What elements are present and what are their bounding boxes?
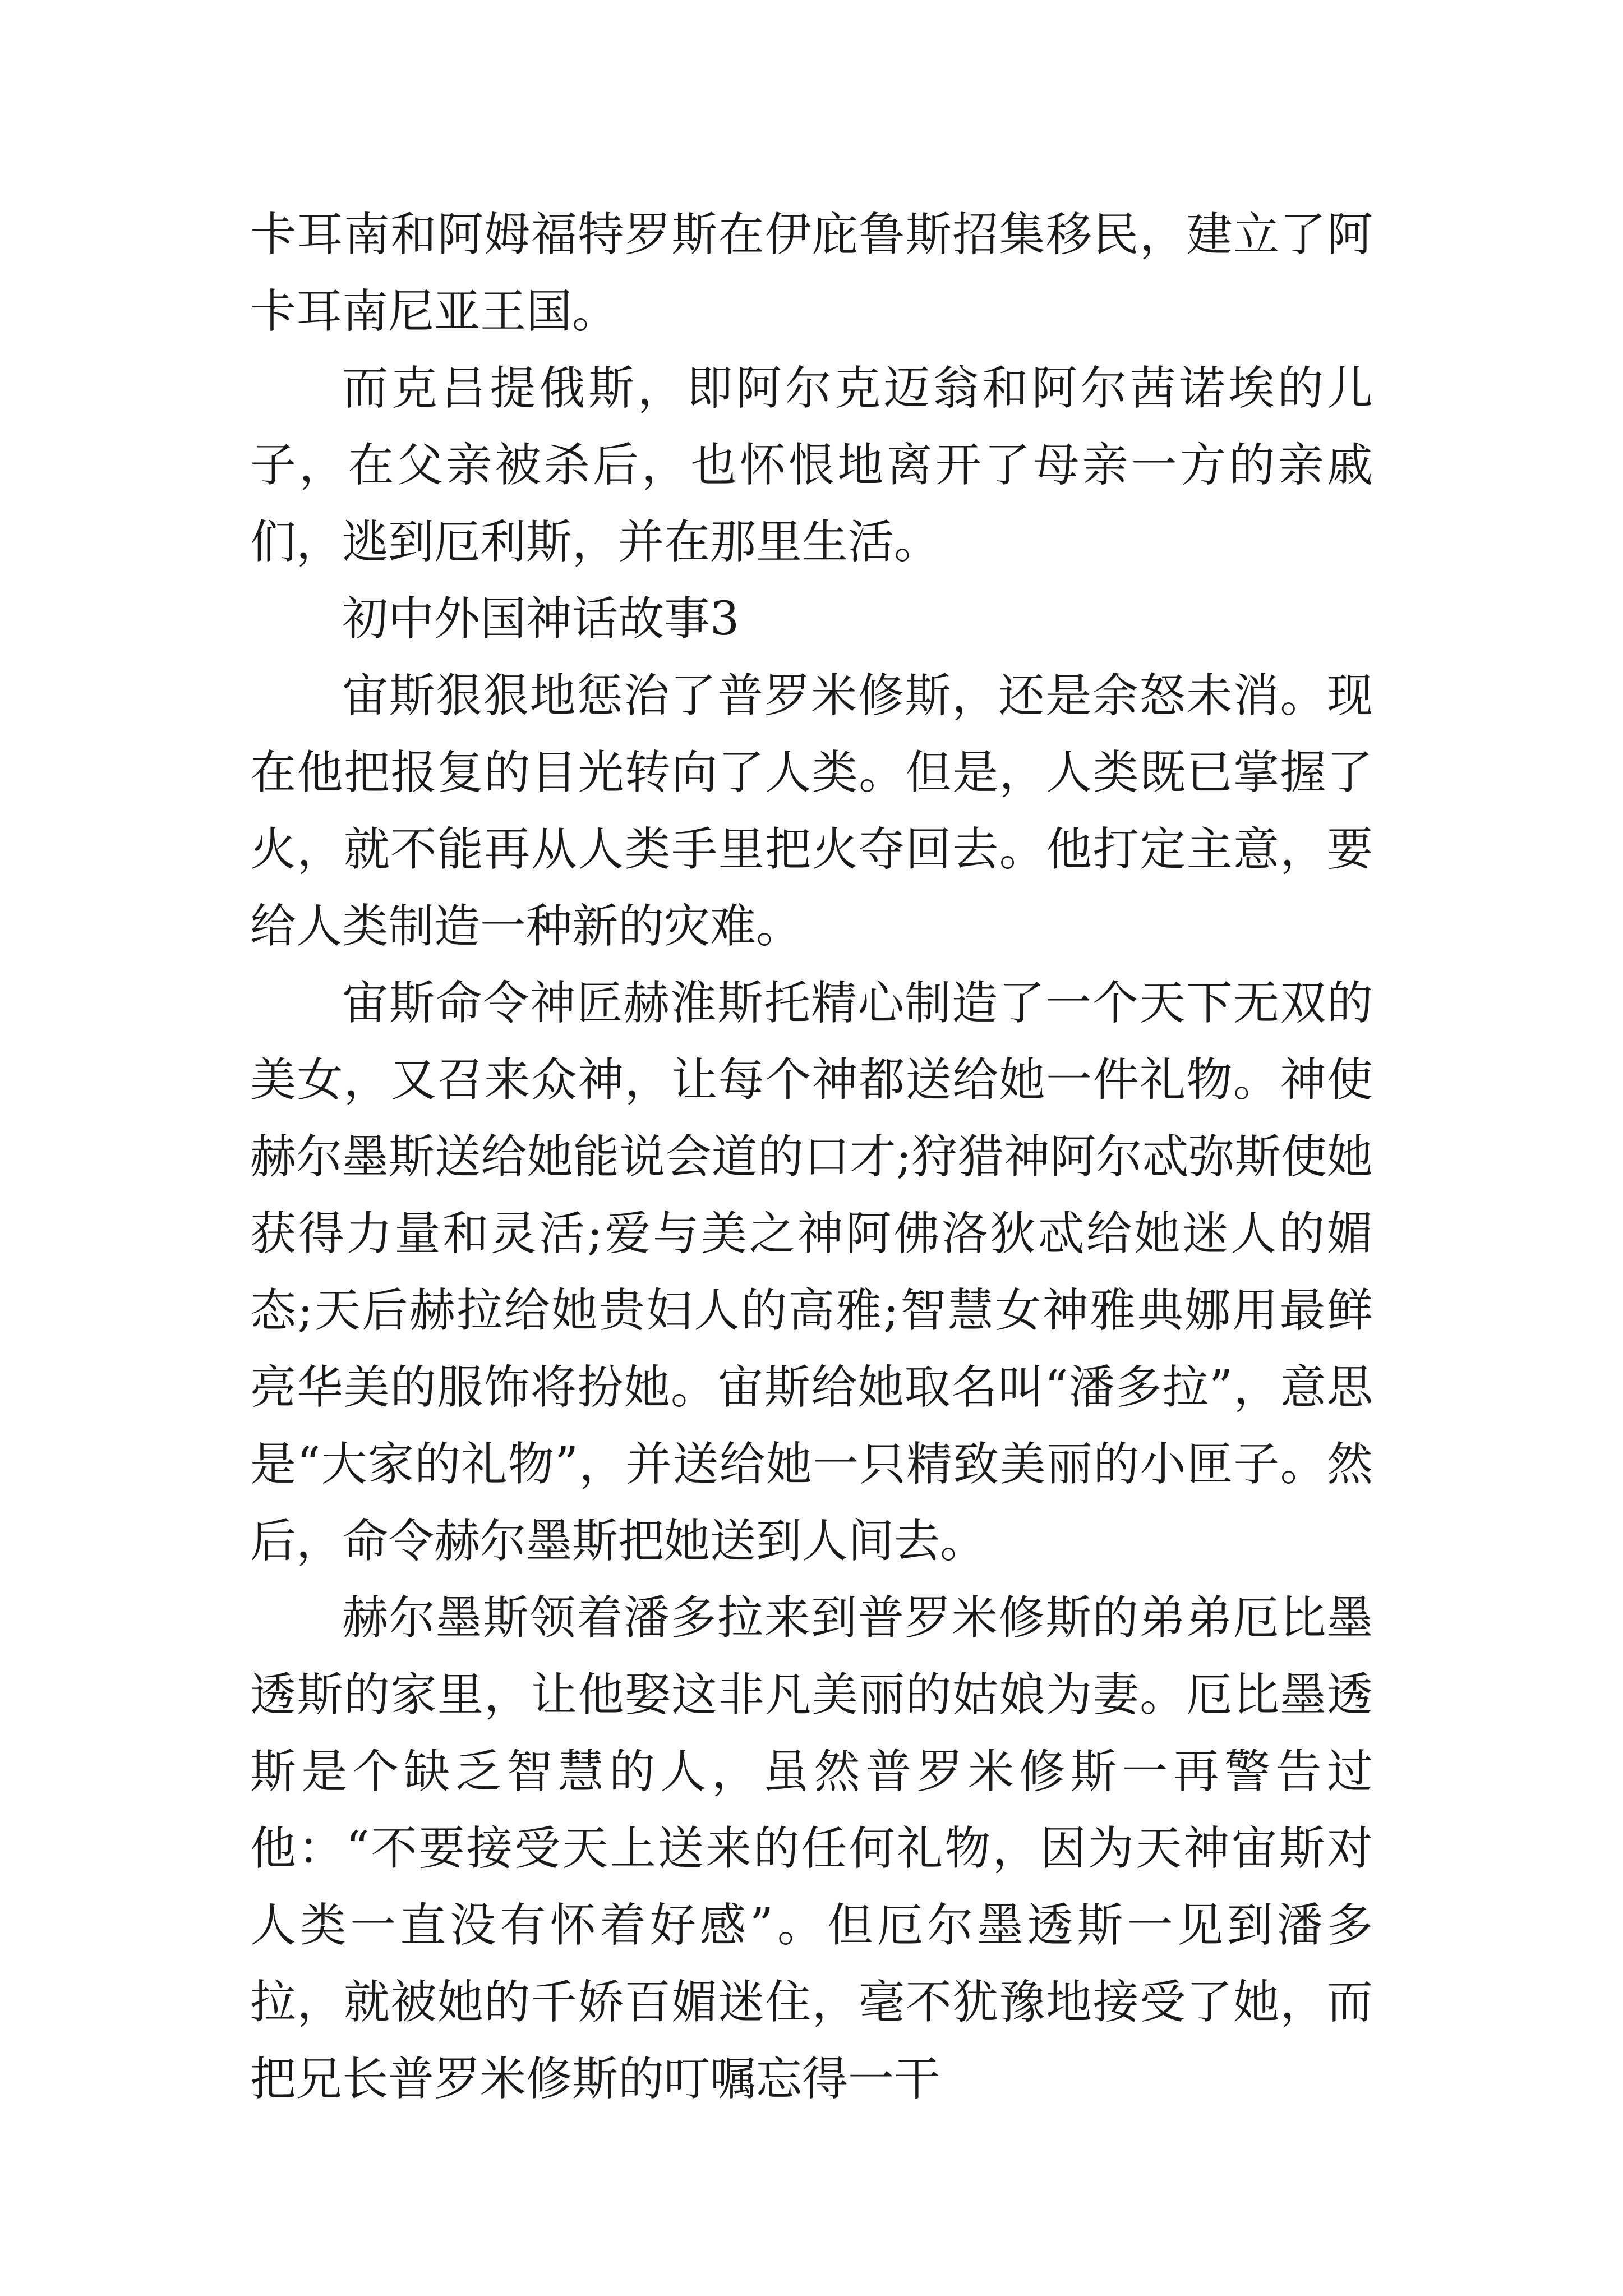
- document-body: [250, 196, 1373, 2118]
- section-heading: 初中外国神话故事3: [342, 592, 740, 646]
- paragraph-continued: 卡耳南和阿姆福特罗斯在伊庇鲁斯招集移民，建立了阿卡耳南尼亚王国。: [250, 208, 1373, 338]
- paragraph: 赫尔墨斯领着潘多拉来到普罗米修斯的弟弟厄比墨透斯的家里，让他娶这非凡美丽的姑娘为妻。厄比墨透斯是个缺乏智慧的人，虽然普罗米修斯一再警告过他：“不要接受天上送来的任何礼物，因为天神宙斯对人类一直没有怀着好感”。但厄尔墨透斯一见到潘多拉，就被她的千娇百媚迷住，毫不犹豫地接受了她，而把兄长普罗米修斯的叮嘱忘得一干: [250, 1591, 1373, 2106]
- paragraph: 宙斯狠狠地惩治了普罗米修斯，还是余怒未消。现在他把报复的目光转向了人类。但是，人类既已掌握了火，就不能再从人类手里把火夺回去。他打定主意，要给人类制造一种新的灾难。: [250, 669, 1373, 953]
- paragraph: 宙斯命令神匠赫淮斯托精心制造了一个天下无双的美女，又召来众神，让每个神都送给她一件礼物。神使赫尔墨斯送给她能说会道的口才;狩猎神阿尔忒弥斯使她获得力量和灵活;爱与美之神阿佛洛狄忒给她迷人的媚态;天后赫拉给她贵妇人的高雅;智慧女神雅典娜用最鲜亮华美的服饰将扮她。宙斯给她取名叫“潘多拉”，意思是“大家的礼物”，并送给她一只精致美丽的小匣子。然后，命令赫尔墨斯把她送到人间去。: [250, 977, 1373, 1568]
- paragraph: 而克吕提俄斯，即阿尔克迈翁和阿尔茜诺埃的儿子，在父亲被杀后，也怀恨地离开了母亲一方的亲戚们，逃到厄利斯，并在那里生活。: [250, 362, 1373, 569]
